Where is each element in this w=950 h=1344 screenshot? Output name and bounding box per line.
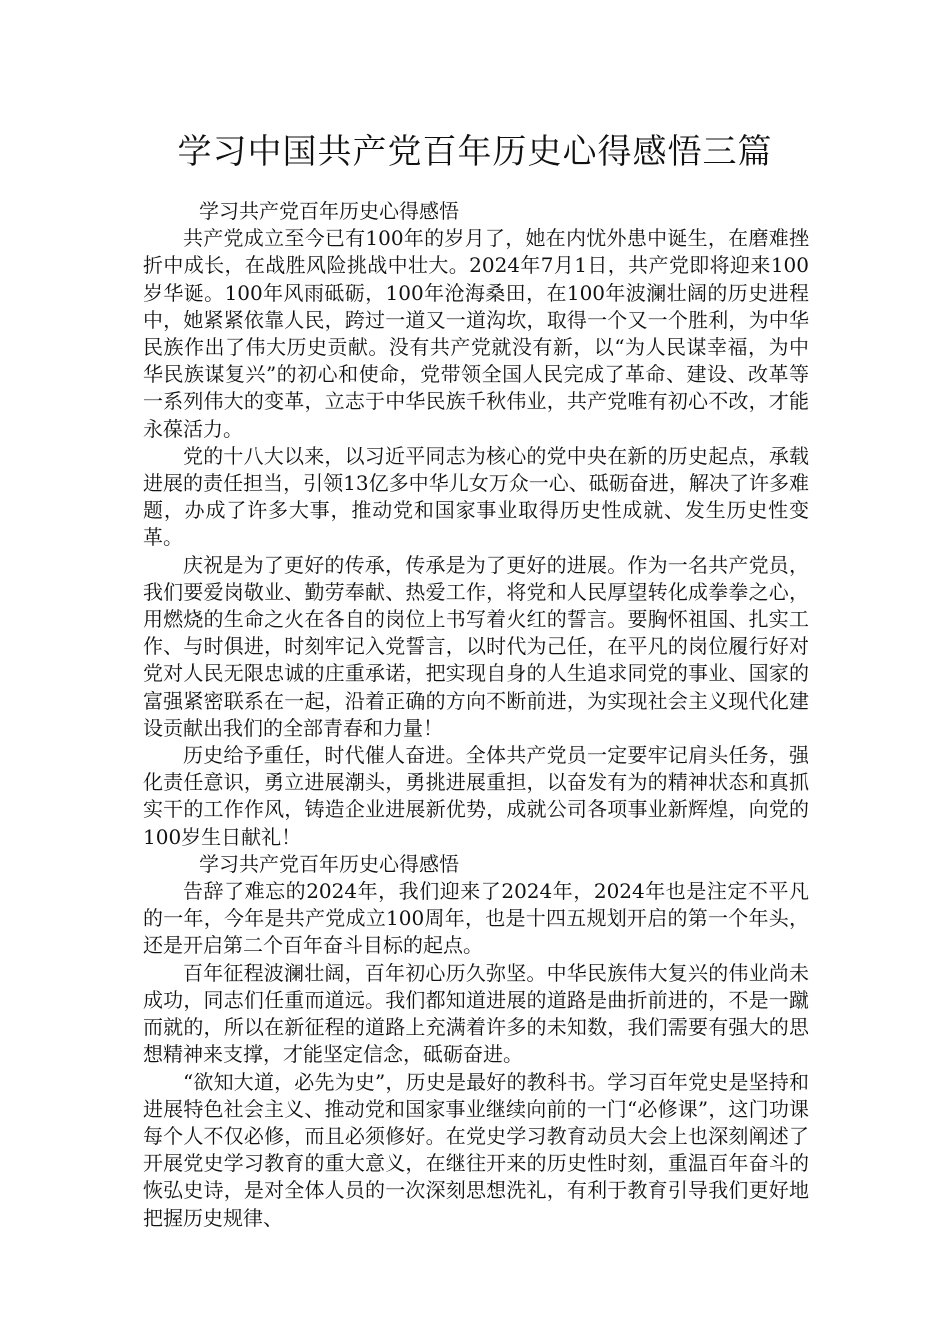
section-heading: 学习共产党百年历史心得感悟 — [199, 199, 459, 223]
paragraph: 庆祝是为了更好的传承，传承是为了更好的进展。作为一名共产党员，我们要爱岗敬业、勤劳奉献、热爱工作，将党和人民厚望转化成拳拳之心，用燃烧的生命之火在各自的岗位上书写着火红的誓言。要胸怀祖国、扎实工作、与时俱进，时刻牢记入党誓言，以时代为己任，在平凡的岗位履行好对党对人民无限忠诚的庄重承诺，把实现自身的人生追求同党的事业、国家的富强紧密联系在一起，沿着正确的方向不断前进，为实现社会主义现代化建设贡献出我们的全部青春和力量！ — [143, 552, 809, 740]
section-heading: 学习共产党百年历史心得感悟 — [199, 851, 459, 876]
document-body — [143, 198, 809, 1232]
paragraph: “欲知大道，必先为史”，历史是最好的教科书。学习百年党史是坚持和进展特色社会主义、推动党和国家事业继续向前的一门“必修课”，这门功课每个人不仅必修，而且必须修好。在党史学习教育动员大会上也深刻阐述了开展党史学习教育的重大意义，在继往开来的历史性时刻，重温百年奋斗的恢弘史诗，是对全体人员的一次深刻思想洗礼，有利于教育引导我们更好地把握历史规律、 — [143, 1069, 809, 1230]
paragraph: 历史给予重任，时代催人奋进。全体共产党员一定要牢记肩头任务，强化责任意识，勇立进展潮头，勇挑进展重担，以奋发有为的精神状态和真抓实干的工作作风，铸造企业进展新优势，成就公司各项事业新辉煌，向党的100岁生日献礼！ — [143, 743, 809, 849]
paragraph: 党的十八大以来，以习近平同志为核心的党中央在新的历史起点，承载进展的责任担当，引领13亿多中华儿女万众一心、砥砺奋进，解决了许多难题，办成了许多大事，推动党和国家事业取得历史性成就、发生历史性变革。 — [143, 443, 809, 550]
paragraph: 百年征程波澜壮阔，百年初心历久弥坚。中华民族伟大复兴的伟业尚未成功，同志们任重而道远。我们都知道进展的道路是曲折前进的，不是一蹴而就的，所以在新征程的道路上充满着许多的未知数，我们需要有强大的思想精神来支撑，才能坚定信念，砥砺奋进。 — [143, 960, 809, 1067]
document-title: 学习中国共产党百年历史心得感悟三篇 — [177, 132, 773, 172]
paragraph: 告辞了难忘的2024年，我们迎来了2024年，2024年也是注定不平凡的一年，今年是共产党成立100周年，也是十四五规划开启的第一个年头，还是开启第二个百年奋斗目标的起点。 — [143, 879, 809, 958]
paragraph: 共产党成立至今已有100年的岁月了，她在内忧外患中诞生，在磨难挫折中成长，在战胜风险挑战中壮大。2024年7月1日，共产党即将迎来100岁华诞。100年风雨砥砺，100年沧海桑田，在100年波澜壮阔的历史进程中，她紧紧依靠人民，跨过一道又一道沟坎，取得一个又一个胜利，为中华民族作出了伟大历史贡献。没有共产党就没有新，以“为人民谋幸福，为中华民族谋复兴”的初心和使命，党带领全国人民完成了革命、建设、改革等一系列伟大的变革，立志于中华民族千秋伟业，共产党唯有初心不改，才能永葆活力。 — [143, 226, 809, 441]
